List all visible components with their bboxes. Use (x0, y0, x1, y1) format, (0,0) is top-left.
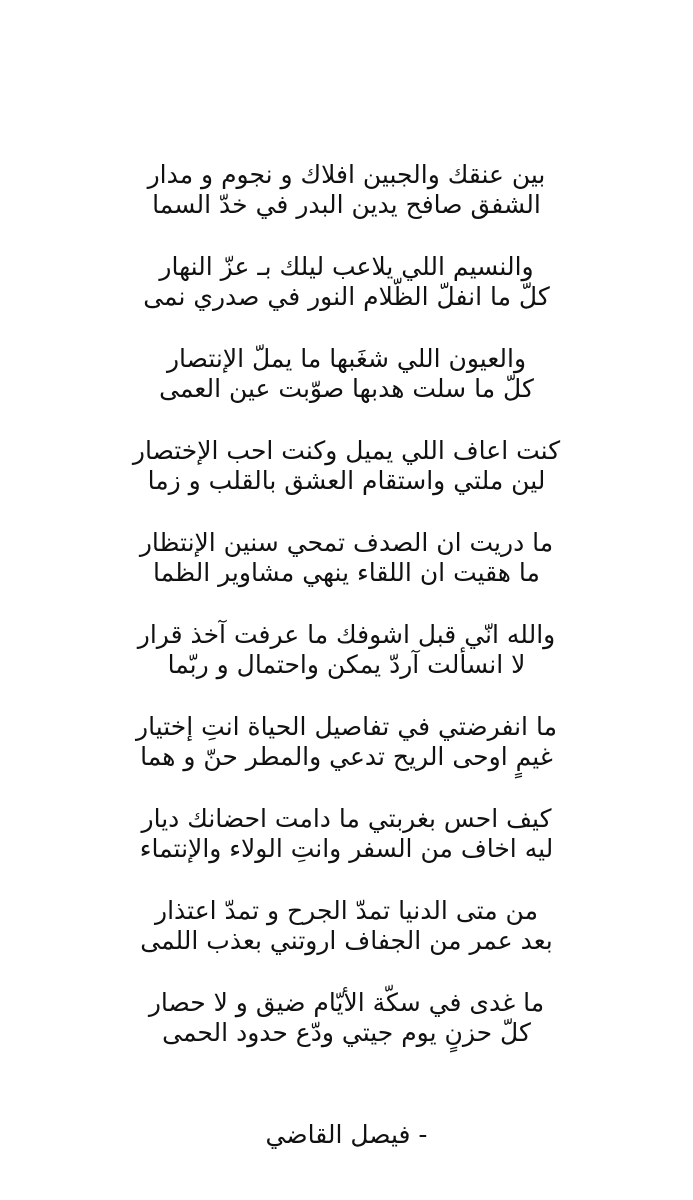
poem-line: من متى الدنيا تمدّ الجرح و تمدّ اعتذار (155, 896, 538, 925)
poet-signature: - فيصل القاضي (265, 1120, 428, 1149)
poem-line: غيمٍ اوحى الريح تدعي والمطر حنّ و هما (140, 742, 553, 771)
poem-body (40, 160, 653, 1080)
stanza (40, 988, 653, 1080)
poem-line: والنسيم اللي يلاعب ليلك بـ عزّ النهار (159, 252, 534, 281)
poem-line: كنت اعاف اللي يميل وكنت احب الإختصار (132, 436, 561, 465)
stanza (40, 528, 653, 620)
poem-line: ما دريت ان الصدف تمحي سنين الإنتظار (139, 528, 554, 557)
stanza (40, 712, 653, 804)
poem-line: كلّ حزنٍ يوم جيتي ودّع حدود الحمى (162, 1018, 531, 1047)
stanza (40, 896, 653, 988)
poem-line: ما هقيت ان اللقاء ينهي مشاوير الظما (153, 558, 540, 587)
poem-line: لا انسألت آردّ يمكن واحتمال و ربّما (167, 650, 526, 679)
stanza (40, 436, 653, 528)
poem-line: ما انفرضتي في تفاصيل الحياة انتِ إختيار (136, 712, 557, 741)
poem-line: الشفق صافح يدين البدر في خدّ السما (152, 190, 541, 219)
poem-line: والعيون اللي شغَبها ما يملّ الإنتصار (166, 344, 527, 373)
stanza (40, 344, 653, 436)
poem-line: بين عنقك والجبين افلاك و نجوم و مدار (147, 160, 546, 189)
poem-line: ليه اخاف من السفر وانتِ الولاء والإنتماء (139, 834, 554, 863)
poem-line: لين ملتي واستقام العشق بالقلب و زما (147, 466, 546, 495)
poem-line: كلّ ما انفلّ الظّلام النور في صدري نمى (143, 282, 550, 311)
stanza (40, 804, 653, 896)
poem-line: كلّ ما سلت هدبها صوّبت عين العمى (159, 374, 534, 403)
poem-line: ما غدى في سكّة الأيّام ضيق و لا حصار (148, 988, 545, 1017)
poem-line: بعد عمر من الجفاف اروتني بعذب اللمى (140, 926, 553, 955)
stanza (40, 252, 653, 344)
poem-line: كيف احس بغربتي ما دامت احضانك ديار (141, 804, 552, 833)
stanza (40, 620, 653, 712)
poem-line: والله انّي قبل اشوفك ما عرفت آخذ قرار (137, 620, 556, 649)
stanza (40, 160, 653, 252)
